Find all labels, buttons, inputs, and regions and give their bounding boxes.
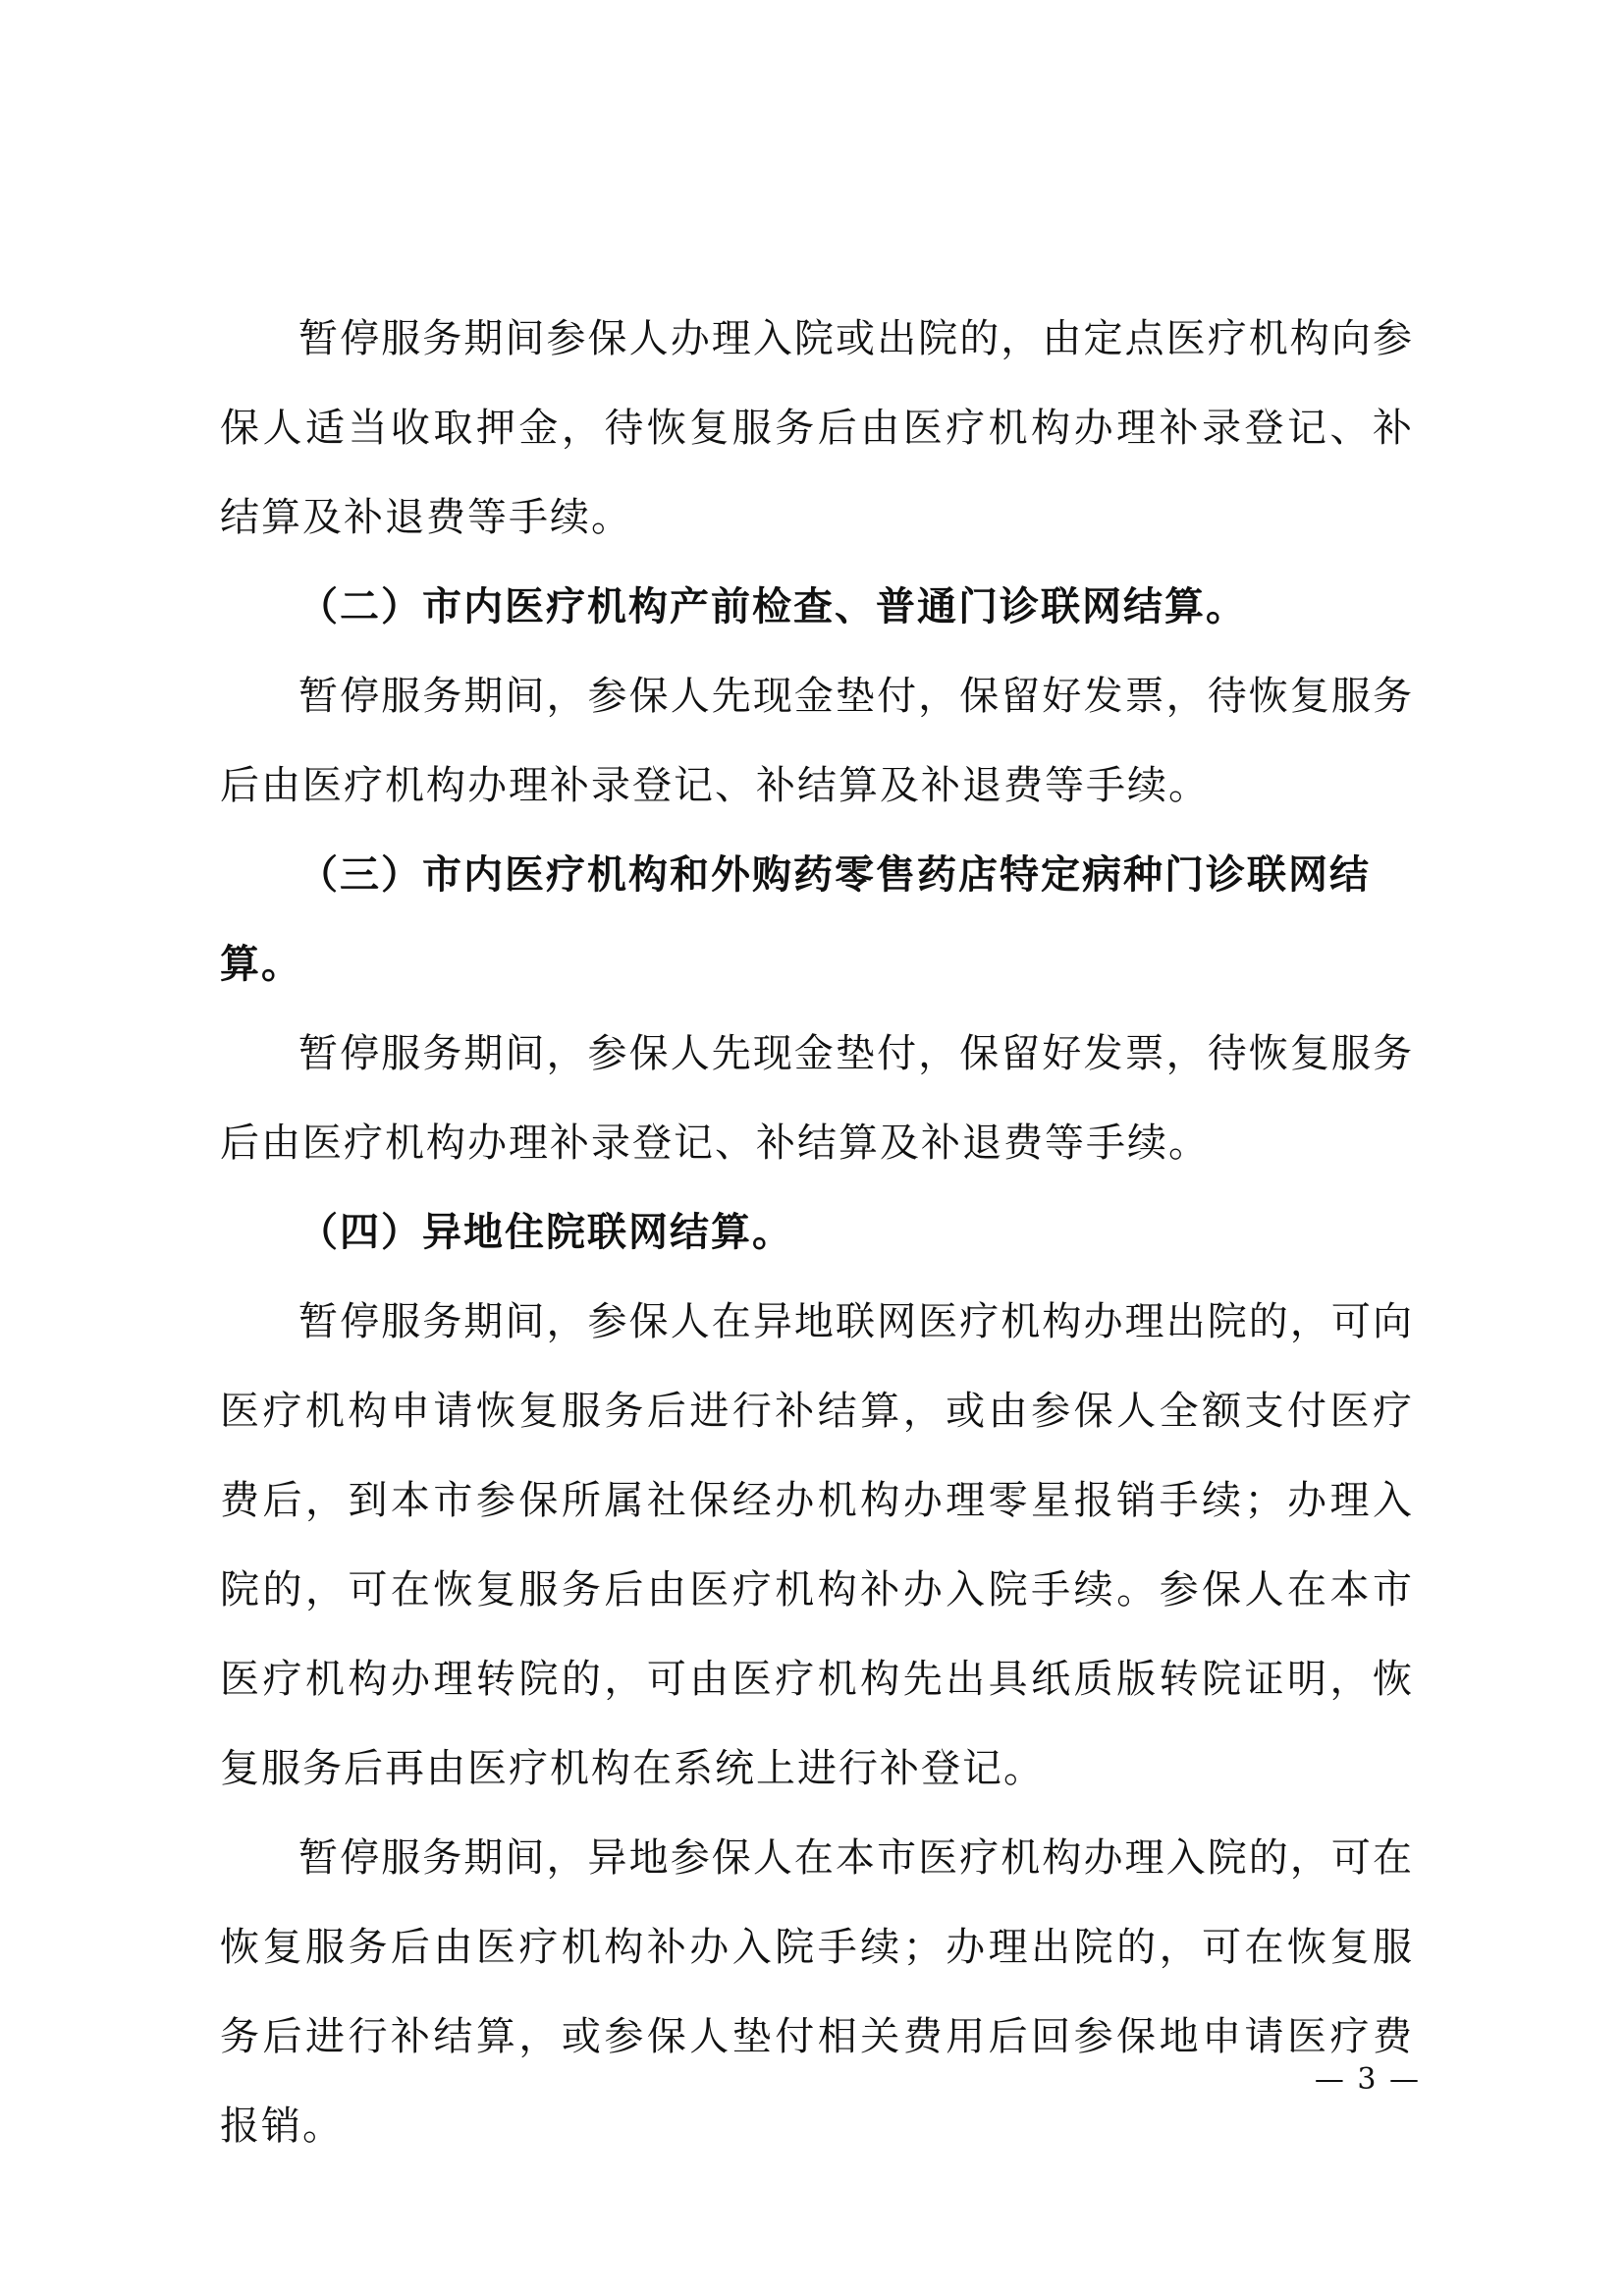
heading-prenatal-outpatient: （二）市内医疗机构产前检查、普通门诊联网结算。 <box>298 584 1247 629</box>
heading-remote-hospitalization: （四）异地住院联网结算。 <box>298 1210 793 1255</box>
paragraph-prenatal-outpatient: 暂停服务期间，参保人先现金垫付，保留好发票，待恢复服务后由医疗机构办理补录登记、补结算及补退费等手续。 <box>220 674 1414 808</box>
paragraph-remote-hospitalization-2: 暂停服务期间，异地参保人在本市医疗机构办理入院的，可在恢复服务后由医疗机构补办入院手续；办理出院的，可在恢复服务后进行补结算，或参保人垫付相关费用后回参保地申请医疗费报销。 <box>220 1835 1414 2149</box>
heading-special-disease: （三）市内医疗机构和外购药零售药店特定病种门诊联网结算。 <box>220 852 1371 987</box>
paragraph-deposit: 暂停服务期间参保人办理入院或出院的，由定点医疗机构向参保人适当收取押金，待恢复服务后由医疗机构办理补录登记、补结算及补退费等手续。 <box>220 316 1414 540</box>
page-number: — 3 — <box>1314 2062 1421 2097</box>
document-body <box>220 295 1414 2171</box>
paragraph-remote-hospitalization-1: 暂停服务期间，参保人在异地联网医疗机构办理出院的，可向医疗机构申请恢复服务后进行补结算，或由参保人全额支付医疗费后，到本市参保所属社保经办机构办理零星报销手续；办理入院的，可在恢复服务后由医疗机构补办入院手续。参保人在本市医疗机构办理转院的，可由医疗机构先出具纸质版转院证明，恢复服务后再由医疗机构在系统上进行补登记。 <box>220 1299 1414 1791</box>
paragraph-special-disease: 暂停服务期间，参保人先现金垫付，保留好发票，待恢复服务后由医疗机构办理补录登记、补结算及补退费等手续。 <box>220 1031 1414 1166</box>
